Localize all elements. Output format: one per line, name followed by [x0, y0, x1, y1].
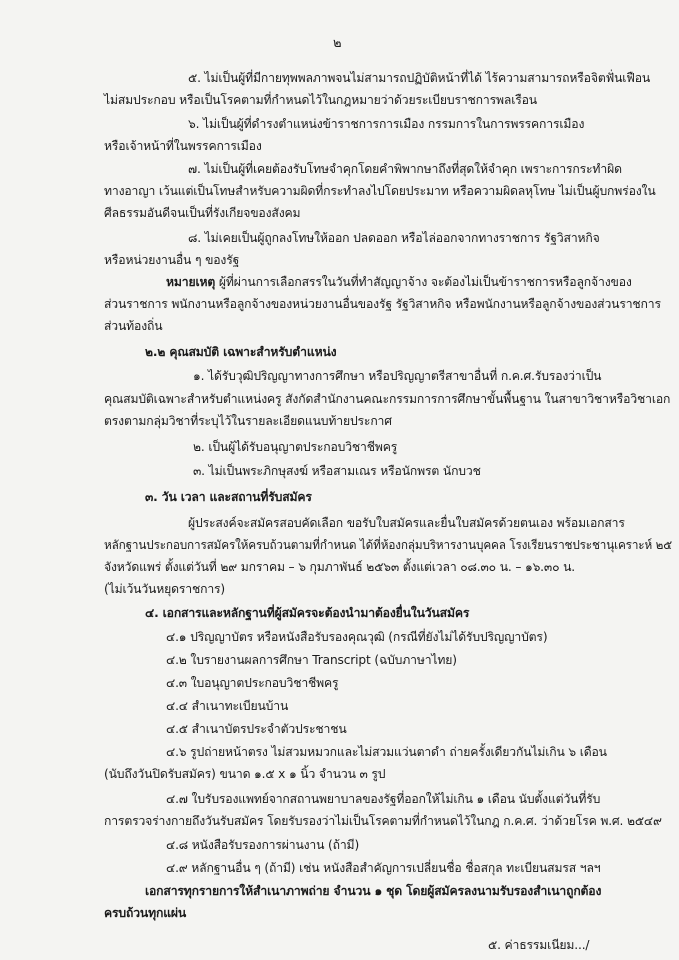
- section-4-item-8: ๔.๘ หนังสือรับรองการผ่านงาน (ถ้ามี): [166, 838, 360, 852]
- qualification-7-line-3: ศีลธรรมอันดีจนเป็นที่รังเกียจของสังคม: [104, 206, 301, 220]
- section-4-item-2: ๔.๒ ใบรายงานผลการศึกษา Transcript (ฉบับภาษาไทย): [166, 653, 457, 667]
- section-3-line-2: หลักฐานประกอบการสมัครให้ครบถ้วนตามที่กำหนด ได้ที่ห้องกลุ่มบริหารงานบุคคล โรงเรียนราชประชานุเคราะห์ ๒๕: [104, 538, 672, 552]
- qualification-6-line-2: หรือเจ้าหน้าที่ในพรรคการเมือง: [104, 139, 262, 153]
- section-2-2-item-1-line-2: คุณสมบัติเฉพาะสำหรับตำแหน่งครู สังกัดสำนักงานคณะกรรมการการศึกษาขั้นพื้นฐาน ในสาขาวิชาหรือวิชาเอก: [104, 392, 671, 406]
- qualification-7-line-1: ๗. ไม่เป็นผู้ที่เคยต้องรับโทษจำคุกโดยคำพิพากษาถึงที่สุดให้จำคุก เพราะการกระทำผิด: [188, 162, 622, 176]
- section-4-item-5: ๔.๕ สำเนาบัตรประจำตัวประชาชน: [166, 722, 347, 736]
- section-3-heading: ๓. วัน เวลา และสถานที่รับสมัคร: [145, 490, 312, 504]
- section-4-item-3: ๔.๓ ใบอนุญาตประกอบวิชาชีพครู: [166, 676, 339, 690]
- note-line-1: [166, 275, 632, 290]
- note-line-3: ส่วนท้องถิ่น: [104, 319, 163, 333]
- section-2-2-item-1-line-1: ๑. ได้รับวุฒิปริญญาทางการศึกษา หรือปริญญาตรีสาขาอื่นที่ ก.ค.ศ.รับรองว่าเป็น: [193, 369, 602, 383]
- section-4-item-6-line-1: ๔.๖ รูปถ่ายหน้าตรง ไม่สวมหมวกและไม่สวมแว่นตาดำ ถ่ายครั้งเดียวกันไม่เกิน ๖ เดือน: [166, 745, 607, 759]
- section-4-item-6-line-2: (นับถึงวันปิดรับสมัคร) ขนาด ๑.๕ x ๑ นิ้ว จำนวน ๓ รูป: [104, 767, 386, 781]
- section-3-line-1: ผู้ประสงค์จะสมัครสอบคัดเลือก ขอรับใบสมัครและยื่นใบสมัครด้วยตนเอง พร้อมเอกสาร: [188, 516, 625, 530]
- section-4-item-1: ๔.๑ ปริญญาบัตร หรือหนังสือรับรองคุณวุฒิ (กรณีที่ยังไม่ได้รับปริญญาบัตร): [166, 630, 548, 644]
- section-4-item-7-line-1: ๔.๗ ใบรับรองแพทย์จากสถานพยาบาลของรัฐที่ออกให้ไม่เกิน ๑ เดือน นับตั้งแต่วันที่รับ: [166, 792, 601, 806]
- section-4-item-7-line-2: การตรวจร่างกายถึงวันรับสมัคร โดยรับรองว่าไม่เป็นโรคตามที่กำหนดไว้ในกฎ ก.ค.ศ. ว่าด้วยโรค พ.ศ. ๒๕๔๙: [104, 814, 662, 828]
- qualification-8-line-1: ๘. ไม่เคยเป็นผู้ถูกลงโทษให้ออก ปลดออก หรือไล่ออกจากทางราชการ รัฐวิสาหกิจ: [188, 231, 600, 245]
- page-number: ๒: [333, 36, 342, 51]
- note-line-2: ส่วนราชการ พนักงานหรือลูกจ้างของหน่วยงานอื่นของรัฐ รัฐวิสาหกิจ หรือพนักงานหรือลูกจ้างของส่วนราชการ: [104, 297, 661, 311]
- note-label: หมายเหตุ: [166, 275, 216, 289]
- section-2-2-item-3: ๓. ไม่เป็นพระภิกษุสงฆ์ หรือสามเณร หรือนักพรต นักบวช: [193, 464, 481, 478]
- qualification-5-line-1: ๕. ไม่เป็นผู้ที่มีกายทุพพลภาพจนไม่สามารถปฏิบัติหน้าที่ได้ ไร้ความสามารถหรือจิตฟั่นเฟือน: [188, 71, 651, 85]
- qualification-7-line-2: ทางอาญา เว้นแต่เป็นโทษสำหรับความผิดที่กระทำลงไปโดยประมาท หรือความผิดลหุโทษ ไม่เป็นผู้บกพร่องใน: [104, 184, 656, 198]
- qualification-6-line-1: ๖. ไม่เป็นผู้ที่ดำรงตำแหน่งข้าราชการการเมือง กรรมการในการพรรคการเมือง: [188, 117, 585, 131]
- certification-line-1: เอกสารทุกรายการให้สำเนาภาพถ่าย จำนวน ๑ ชุด โดยผู้สมัครลงนามรับรองสำเนาถูกต้อง: [145, 884, 602, 898]
- section-2-2-heading: ๒.๒ คุณสมบัติ เฉพาะสำหรับตำแหน่ง: [145, 345, 337, 359]
- section-2-2-item-2: ๒. เป็นผู้ได้รับอนุญาตประกอบวิชาชีพครู: [193, 440, 398, 454]
- section-3-line-4: (ไม่เว้นวันหยุดราชการ): [104, 582, 226, 596]
- section-4-item-4: ๔.๔ สำเนาทะเบียนบ้าน: [166, 699, 289, 713]
- continuation-text: ๕. ค่าธรรมเนียม.../: [488, 938, 590, 952]
- section-2-2-item-1-line-3: ตรงตามกลุ่มวิชาที่ระบุไว้ในรายละเอียดแนบท้ายประกาศ: [104, 414, 392, 428]
- section-4-heading: ๔. เอกสารและหลักฐานที่ผู้สมัครจะต้องนำมาต้องยื่นในวันสมัคร: [145, 606, 470, 620]
- section-4-item-9: ๔.๙ หลักฐานอื่น ๆ (ถ้ามี) เช่น หนังสือสำคัญการเปลี่ยนชื่อ ชื่อสกุล ทะเบียนสมรส ฯลฯ: [166, 861, 601, 875]
- qualification-5-line-2: ไม่สมประกอบ หรือเป็นโรคตามที่กำหนดไว้ในกฎหมายว่าด้วยระเบียบราชการพลเรือน: [104, 93, 537, 107]
- certification-line-2: ครบถ้วนทุกแผ่น: [104, 906, 187, 920]
- note-text: ผู้ที่ผ่านการเลือกสรรในวันที่ทำสัญญาจ้าง จะต้องไม่เป็นข้าราชการหรือลูกจ้างของ: [215, 275, 632, 289]
- section-3-line-3: จังหวัดแพร่ ตั้งแต่วันที่ ๒๙ มกราคม – ๖ กุมภาพันธ์ ๒๕๖๓ ตั้งแต่เวลา ๐๘.๓๐ น. – ๑๖.๓๐ น.: [104, 560, 575, 574]
- qualification-8-line-2: หรือหน่วยงานอื่น ๆ ของรัฐ: [104, 253, 240, 267]
